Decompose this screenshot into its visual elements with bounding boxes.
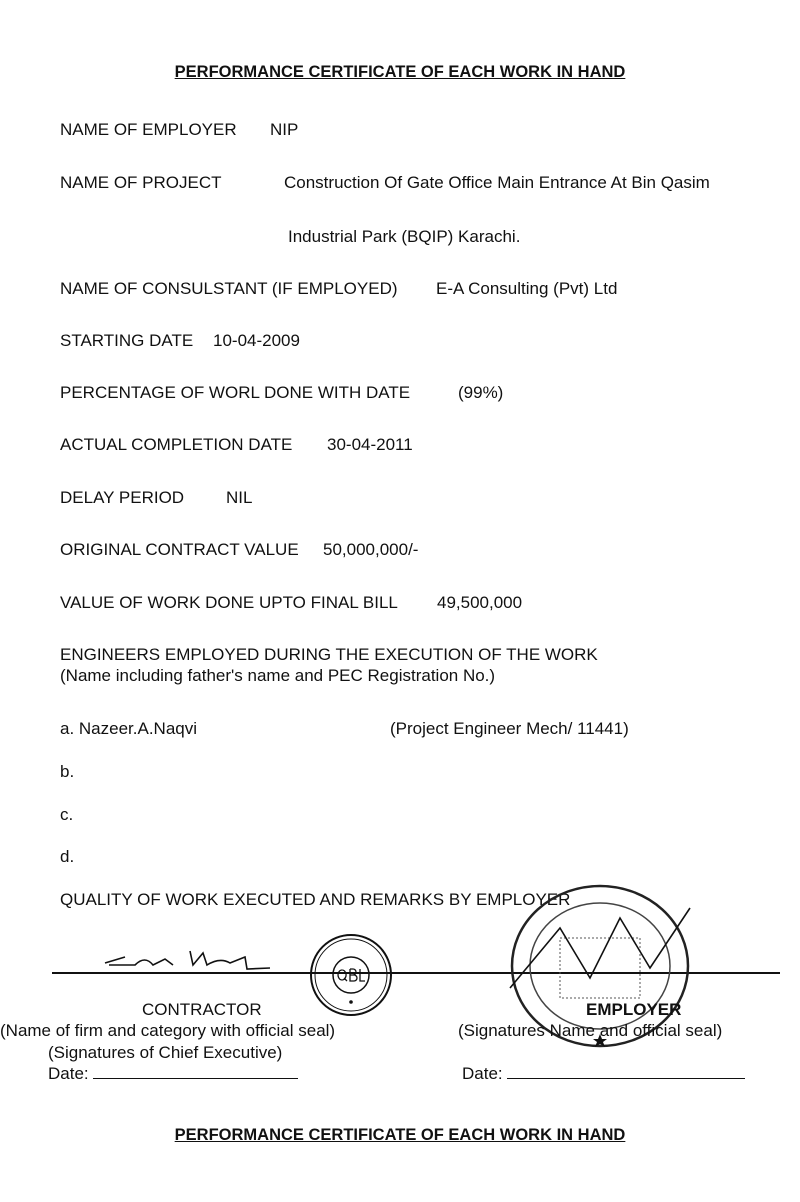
start-value: 10-04-2009 <box>213 331 300 350</box>
start-label: STARTING DATE <box>60 331 194 350</box>
contractor-date-label: Date: <box>48 1064 89 1083</box>
employer-date-label: Date: <box>462 1064 503 1083</box>
project-value-2: Industrial Park (BQIP) Karachi. <box>288 227 521 246</box>
final-label: VALUE OF WORK DONE UPTO FINAL BILL <box>60 593 398 612</box>
completion-label: ACTUAL COMPLETION DATE <box>60 435 293 454</box>
engineer-a-detail: (Project Engineer Mech/ 11441) <box>390 719 629 738</box>
consultant-label: NAME OF CONSULSTANT (IF EMPLOYED) <box>60 279 398 298</box>
engineer-d: d. <box>60 847 75 866</box>
engineers-heading: ENGINEERS EMPLOYED DURING THE EXECUTION OF THE WORK <box>60 645 598 664</box>
engineer-c: c. <box>60 805 74 824</box>
contractor-seal <box>308 932 394 1018</box>
contractor-line1: (Name of firm and category with official seal) <box>0 1021 336 1040</box>
contractor-date-line <box>93 1064 298 1079</box>
employer-date <box>462 1064 745 1083</box>
page-title: PERFORMANCE CERTIFICATE OF EACH WORK IN HAND <box>174 63 626 81</box>
engineers-subheading: (Name including father's name and PEC Registration No.) <box>60 666 496 685</box>
engineer-a-name: a. Nazeer.A.Naqvi <box>60 719 198 738</box>
completion-value: 30-04-2011 <box>327 435 413 454</box>
project-label: NAME OF PROJECT <box>60 173 222 192</box>
employer-label: NAME OF EMPLOYER <box>60 120 237 139</box>
quality-label: QUALITY OF WORK EXECUTED AND REMARKS BY EMPLOYER <box>60 890 571 909</box>
employer-value: NIP <box>270 120 299 139</box>
employer-date-line <box>507 1064 745 1079</box>
footer-title: PERFORMANCE CERTIFICATE OF EACH WORK IN HAND <box>174 1126 626 1144</box>
percent-label: PERCENTAGE OF WORL DONE WITH DATE <box>60 383 411 402</box>
contractor-line2: (Signatures of Chief Executive) <box>48 1043 283 1062</box>
project-value-1: Construction Of Gate Office Main Entrance At Bin Qasim <box>284 173 710 192</box>
engineer-b: b. <box>60 762 75 781</box>
delay-label: DELAY PERIOD <box>60 488 185 507</box>
contractor-signature <box>95 935 285 971</box>
employer-line1: (Signatures Name and official seal) <box>458 1021 723 1040</box>
final-value: 49,500,000 <box>437 593 523 612</box>
contractor-title: CONTRACTOR <box>142 1000 262 1019</box>
contractor-date <box>48 1064 298 1083</box>
consultant-value: E-A Consulting (Pvt) Ltd <box>436 279 618 298</box>
percent-value: (99%) <box>458 383 504 402</box>
employer-title: EMPLOYER <box>586 1000 682 1019</box>
contract-value: 50,000,000/- <box>323 540 419 559</box>
delay-value: NIL <box>226 488 253 507</box>
contract-label: ORIGINAL CONTRACT VALUE <box>60 540 299 559</box>
